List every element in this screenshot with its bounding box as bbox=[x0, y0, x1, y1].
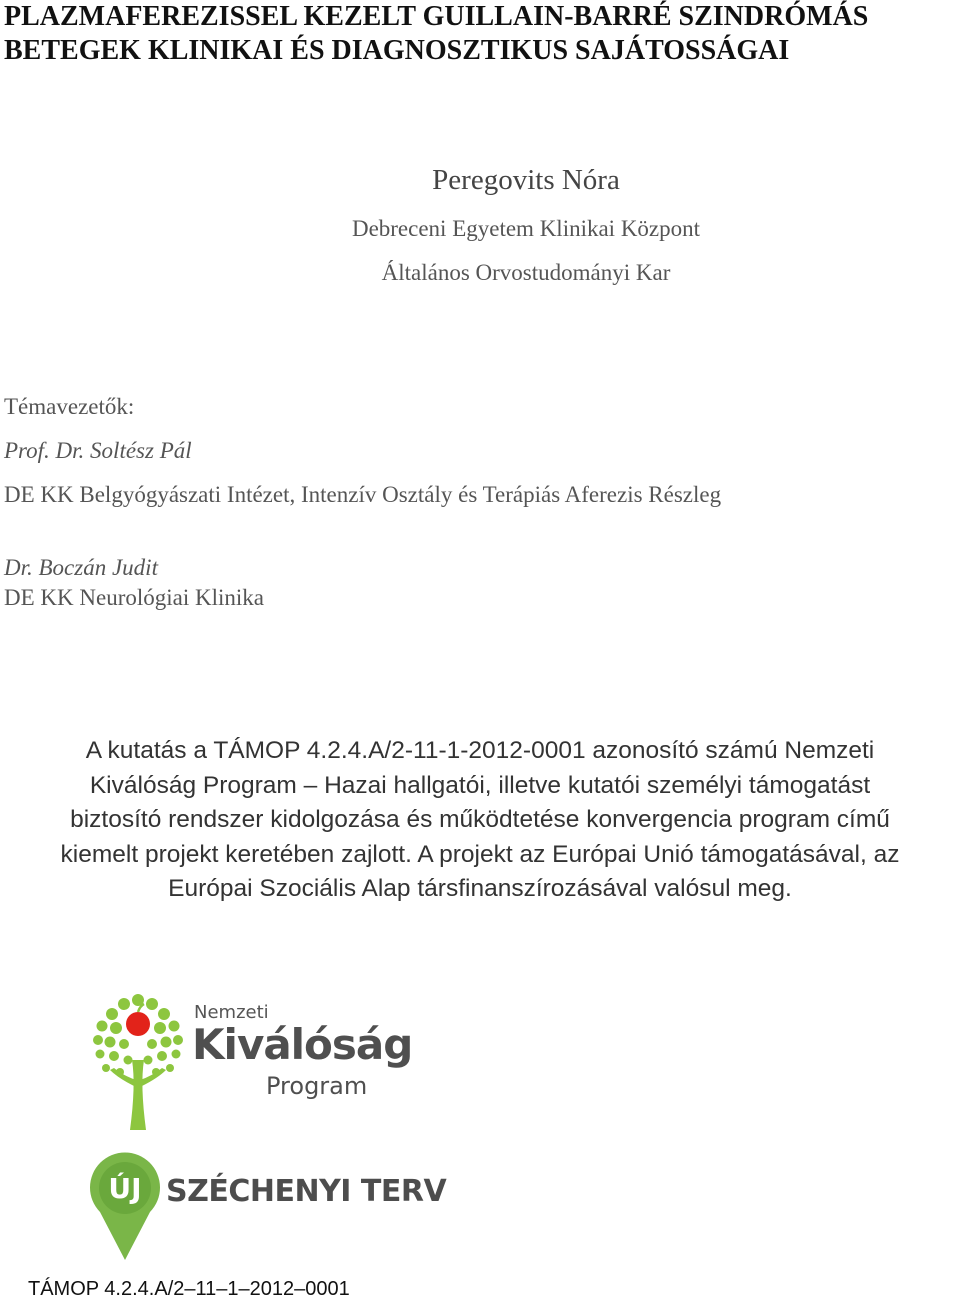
supervisor-1-unit: DE KK Belgyógyászati Intézet, Intenzív Osztály és Terápiás Aferezis Részleg bbox=[4, 482, 722, 507]
title-line-1: PLAZMAFEREZISSEL KEZELT GUILLAIN-BARRÉ SZINDRÓMÁS bbox=[4, 1, 869, 32]
funding-statement bbox=[0, 734, 960, 907]
logo-szechenyi-text: SZÉCHENYI TERV bbox=[166, 1174, 447, 1209]
affiliation-line-1: Debreceni Egyetem Klinikai Központ bbox=[351, 216, 701, 241]
affiliation-line-2: Általános Orvostudományi Kar bbox=[381, 260, 671, 285]
supervisor-1-name: Prof. Dr. Soltész Pál bbox=[4, 438, 192, 463]
supervisor-2-name: Dr. Boczán Judit bbox=[4, 555, 158, 580]
funding-line-2: Kiválóság Program – Hazai hallgatói, illetve kutatói személyi támogatást bbox=[89, 771, 871, 799]
funding-line-1: A kutatás a TÁMOP 4.2.4.A/2-11-1-2012-0001 azonosító számú Nemzeti bbox=[85, 737, 875, 764]
document-title bbox=[4, 0, 868, 68]
funding-line-3: biztosító rendszer kidolgozása és működtetése konvergencia program című bbox=[70, 806, 890, 833]
supervisors-label: Témavezetők: bbox=[4, 394, 135, 419]
nemzeti-kivalosag-logo bbox=[88, 990, 413, 1135]
logo-uj-badge: ÚJ bbox=[108, 1172, 142, 1205]
logo-program-text: Program bbox=[266, 1072, 368, 1100]
footer-project-code: TÁMOP 4.2.4.A/2–11–1–2012–0001 bbox=[28, 1278, 350, 1300]
szechenyi-terv-logo bbox=[86, 1150, 446, 1265]
map-pin-icon bbox=[86, 1150, 164, 1262]
logo-kivalosag-text: Kiválóság bbox=[192, 1020, 413, 1069]
funding-line-5: Európai Szociális Alap társfinanszírozásával valósul meg. bbox=[168, 875, 792, 902]
apple-tree-icon bbox=[88, 990, 188, 1132]
logo-nemzeti-text: Nemzeti bbox=[194, 1002, 269, 1023]
title-line-2: BETEGEK KLINIKAI ÉS DIAGNOSZTIKUS SAJÁTOSSÁGAI bbox=[4, 35, 790, 66]
author-name: Peregovits Nóra bbox=[432, 164, 620, 196]
funding-line-4: kiemelt projekt keretében zajlott. A projekt az Európai Unió támogatásával, az bbox=[60, 840, 900, 868]
supervisor-2-unit: DE KK Neurológiai Klinika bbox=[4, 585, 264, 610]
